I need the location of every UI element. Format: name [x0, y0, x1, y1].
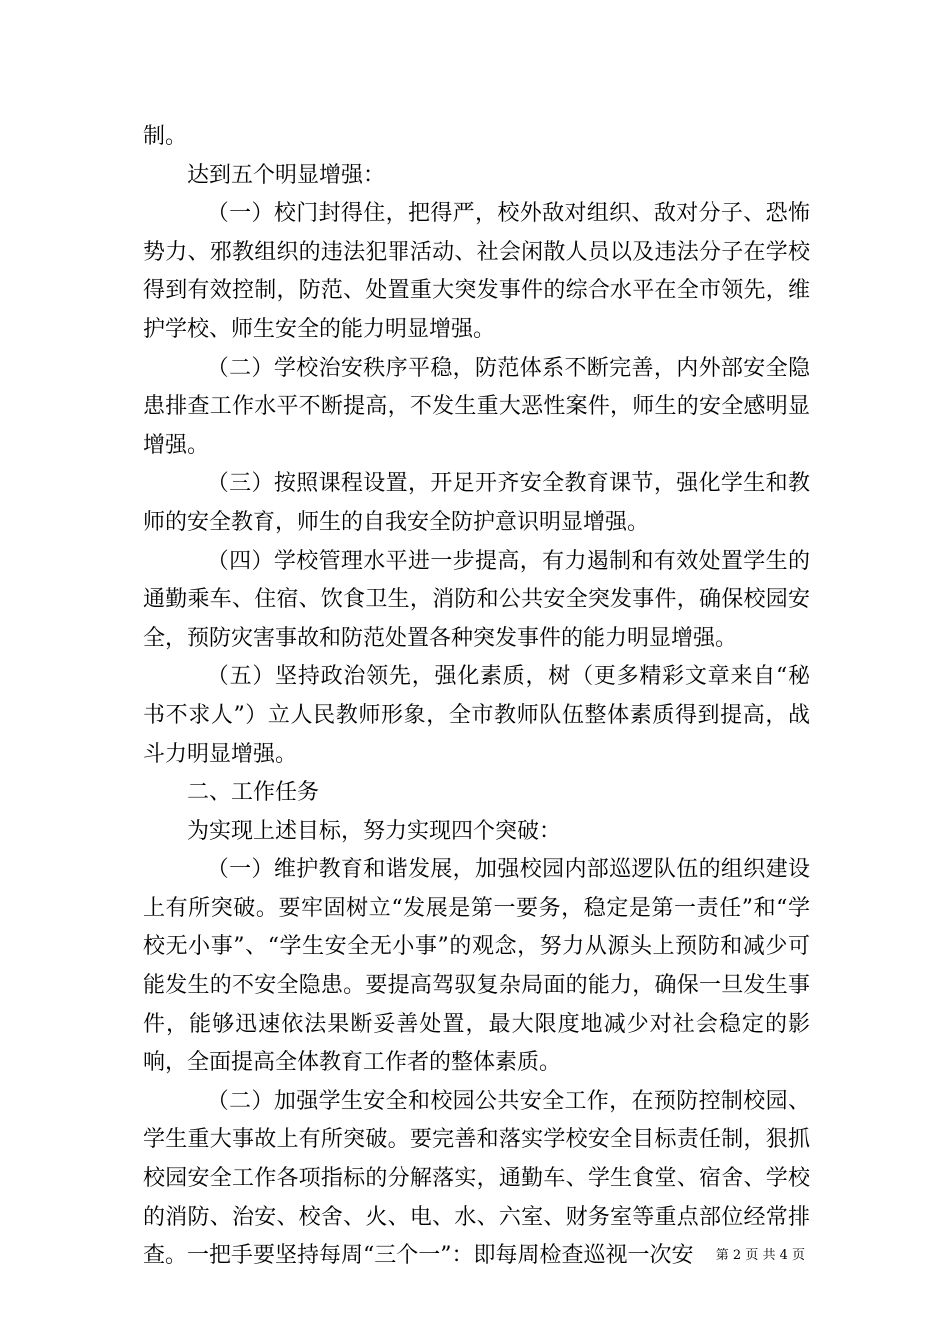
paragraph-task-2: （二）加强学生安全和校园公共安全工作，在预防控制校园、学生重大事故上有所突破。要完善和落实学校安全目标责任制，狠抓校园安全工作各项指标的分解落实，通勤车、学生食堂、宿舍、学校的消防、治安、校舍、火、电、水、六室、财务室等重点部位经常排查。一把手要坚持每周“三个一”：即每周检查巡视一次安	[143, 1088, 810, 1269]
paragraph-four-breakthroughs-heading: 为实现上述目标，努力实现四个突破：	[187, 818, 562, 844]
paragraph-goal-5: （五）坚持政治领先，强化素质，树（更多精彩文章来自“秘书不求人”）立人民教师形象，全市教师队伍整体素质得到提高，战斗力明显增强。	[143, 664, 810, 767]
paragraph-goal-1: （一）校门封得住，把得严，校外敌对组织、敌对分子、恐怖势力、邪教组织的违法犯罪活动、社会闲散人员以及违法分子在学校得到有效控制，防范、处置重大突发事件的综合水平在全市领先，维护学校、师生安全的能力明显增强。	[143, 201, 810, 342]
paragraph-goal-4: （四）学校管理水平进一步提高，有力遏制和有效处置学生的通勤乘车、住宿、饮食卫生，消防和公共安全突发事件，确保校园安全，预防灾害事故和防范处置各种突发事件的能力明显增强。	[143, 548, 810, 651]
paragraph-five-goals-heading: 达到五个明显增强：	[187, 162, 386, 188]
paragraph-goal-2: （二）学校治安秩序平稳，防范体系不断完善，内外部安全隐患排查工作水平不断提高，不发生重大恶性案件，师生的安全感明显增强。	[143, 355, 810, 458]
page-number-footer: 第 2 页 共 4 页	[715, 1248, 805, 1263]
paragraph-task-1: （一）维护教育和谐发展，加强校园内部巡逻队伍的组织建设上有所突破。要牢固树立“发展是第一要务，稳定是第一责任”和“学校无小事”、“学生安全无小事”的观念，努力从源头上预防和减少可能发生的不安全隐患。要提高驾驭复杂局面的能力，确保一旦发生事件，能够迅速依法果断妥善处置，最大限度地减少对社会稳定的影响，全面提高全体教育工作者的整体素质。	[143, 857, 810, 1076]
paragraph-continuation: 制。	[143, 124, 188, 149]
paragraph-goal-3: （三）按照课程设置，开足开齐安全教育课节，强化学生和教师的安全教育，师生的自我安全防护意识明显增强。	[143, 471, 810, 535]
section-heading-work-tasks: 二、工作任务	[187, 780, 320, 806]
document-body	[143, 118, 810, 1276]
